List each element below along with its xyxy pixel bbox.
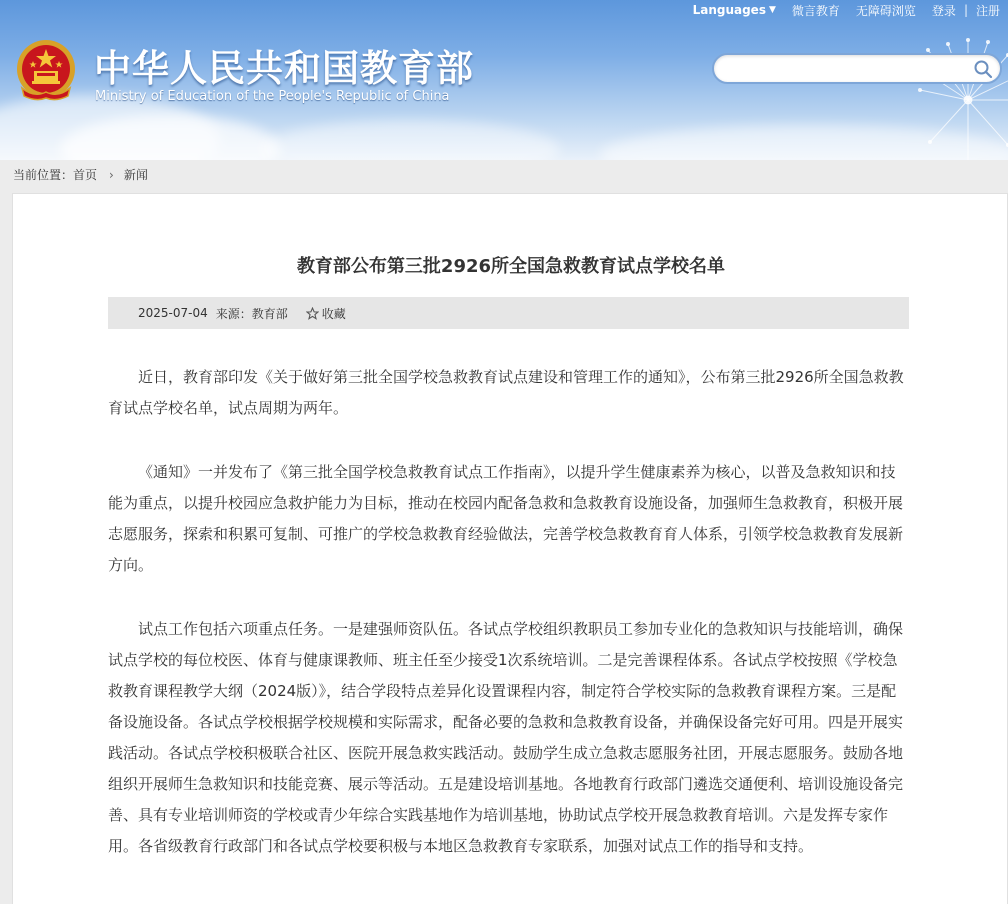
article-body — [108, 362, 909, 895]
login-link[interactable]: 登录 — [931, 3, 956, 18]
search-box — [712, 53, 1002, 84]
site-title-chinese[interactable]: 中华人民共和国教育部 — [94, 47, 474, 90]
article-meta-bar — [108, 297, 909, 329]
article-card — [12, 193, 1008, 904]
caret-down-icon: ▼ — [768, 5, 776, 15]
search-input[interactable] — [726, 60, 966, 78]
article-paragraph: 试点工作包括六项重点任务。一是建强师资队伍。各试点学校组织教职员工参加专业化的急救知识与技能培训，确保试点学校的每位校医、体育与健康课教师、班主任至少接受1次系统培训。二是完善课程体系。各试点学校按照《学校急救教育课程教学大纲（2024版）》，结合学段特点差异化设置课程内容，制定符合学校实际的急救教育课程方案。三是配备设施设备。各试点学校根据学校规模和实际需求，配备必要的急救和急救教育设备，并确保设备完好可用。四是开展实践活动。各试点学校积极联合社区、医院开展急救实践活动。鼓励学生成立急救志愿服务社团，开展志愿服务。鼓励各地组织开展师生急救知识和技能竞赛、展示等活动。五是建设培训基地。各地教育行政部门遴选交通便利、培训设施设备完善、具有专业培训师资的学校或青少年综合实践基地作为培训基地，协助试点学校开展急救教育培训。六是发挥专家作用。各省级教育行政部门和各试点学校要积极与本地区急救教育专家联系，加强对试点工作的指导和支持。 — [108, 620, 904, 855]
languages-label: Languages — [692, 3, 766, 17]
article-title: 教育部公布第三批2926所全国急救教育试点学校名单 — [296, 256, 726, 277]
breadcrumb-home-link[interactable]: 首页 — [73, 168, 98, 182]
languages-menu[interactable] — [685, 3, 784, 17]
publish-date: 2025-07-04 — [138, 306, 208, 320]
search-icon[interactable] — [973, 59, 993, 79]
favorite-button[interactable] — [306, 305, 346, 322]
site-title-english: Ministry of Education of the People's Republic of China — [95, 89, 450, 104]
article-paragraph: 《通知》一并发布了《第三批全国学校急救教育试点工作指南》，以提升学生健康素养为核心，以普及急救知识和技能为重点，以提升校园应急救护能力为目标，推动在校园内配备急救和急救教育设施设备，加强师生急救教育，积极开展志愿服务，探索和积累可复制、可推广的学校急救教育经验做法，完善学校急救教育育人体系，引领学校急救教育发展新方向。 — [108, 463, 904, 574]
article-paragraph: 近日，教育部印发《关于做好第三批全国学校急救教育试点建设和管理工作的通知》，公布第三批2926所全国急救教育试点学校名单，试点周期为两年。 — [108, 368, 904, 417]
breadcrumb-prefix: 当前位置： — [13, 168, 74, 182]
divider: | — [963, 3, 968, 17]
article-source: 来源：教育部 — [215, 306, 288, 321]
accessibility-link[interactable]: 无障碍浏览 — [855, 3, 916, 18]
cloud-decoration — [260, 120, 560, 160]
dandelion-decoration — [848, 30, 1008, 160]
site-header — [0, 0, 1008, 160]
chevron-right-icon: › — [109, 167, 114, 182]
national-emblem-icon[interactable] — [14, 38, 78, 104]
star-icon — [306, 307, 319, 320]
breadcrumb-news-link[interactable]: 新闻 — [123, 168, 148, 182]
top-navigation — [685, 0, 1008, 20]
favorite-label: 收藏 — [321, 306, 346, 321]
breadcrumb — [13, 166, 148, 183]
register-link[interactable]: 注册 — [975, 3, 1000, 18]
weibo-link[interactable]: 微言教育 — [791, 3, 840, 18]
